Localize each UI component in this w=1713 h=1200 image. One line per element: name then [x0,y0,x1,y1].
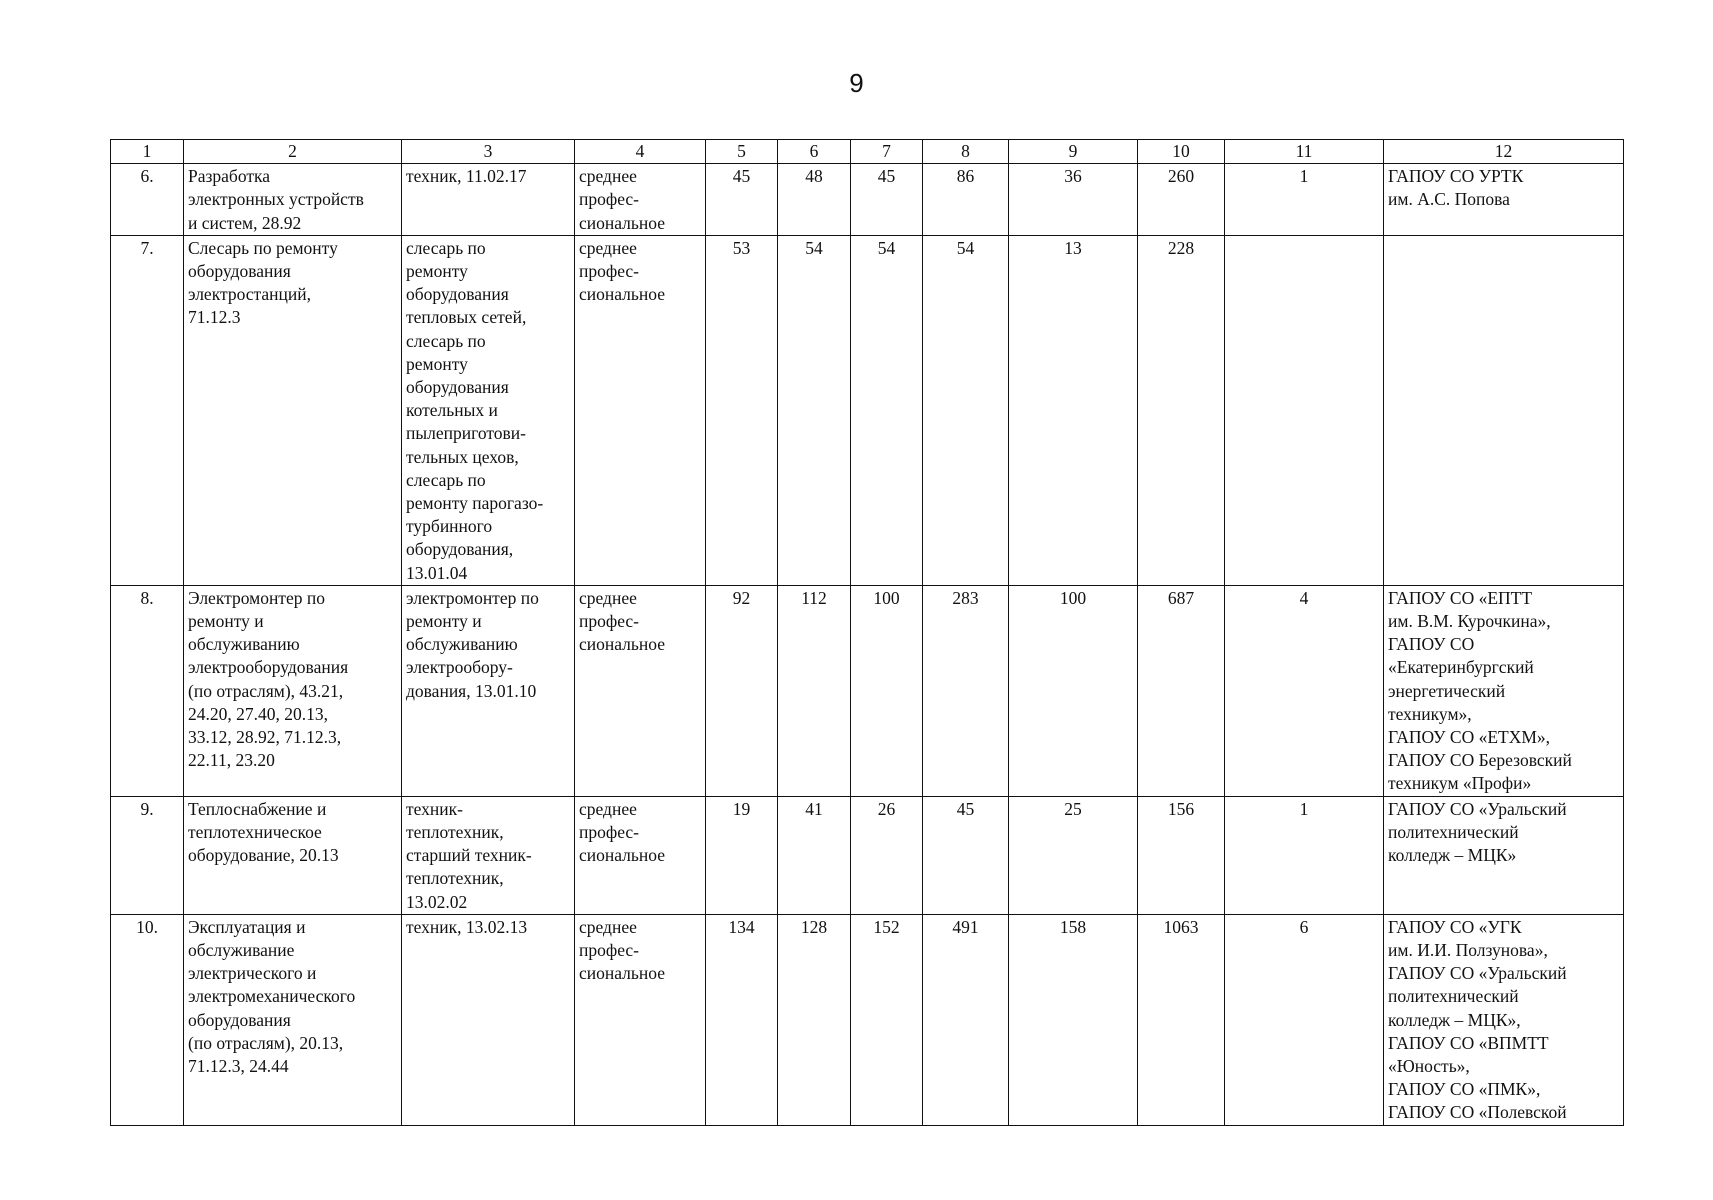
education-level-cell [575,796,706,914]
qualification-cell-line: котельных и [406,400,498,421]
organizations-cell-line: политехнический [1388,821,1519,842]
organizations-cell-line: ГАПОУ СО «ВПМТТ [1388,1032,1549,1053]
value-cell-c8: 491 [923,914,1009,1125]
page-number: 9 [849,68,864,98]
row-number-cell: 6. [111,164,184,236]
education-level-cell-line: среднее [579,237,637,258]
education-level-cell [575,914,706,1125]
value-cell-c7: 26 [851,796,923,914]
organizations-cell-line: ГАПОУ СО «Уральский [1388,798,1567,819]
education-level-cell-line: среднее [579,798,637,819]
value-cell-c9: 158 [1009,914,1138,1125]
header-cell: 7 [851,140,923,164]
qualification-cell [402,235,575,585]
data-table [110,139,1624,1126]
table-row [111,235,1624,585]
value-cell-c6: 48 [778,164,851,236]
row-number-cell: 7. [111,235,184,585]
qualification-cell-line: теплотехник, [406,868,504,889]
value-cell-c10: 687 [1138,585,1225,796]
organizations-cell-line: им. А.С. Попова [1388,189,1510,210]
value-cell-c8: 54 [923,235,1009,585]
qualification-cell-line: электрообору- [406,657,513,678]
education-level-cell-line: сиональное [579,845,665,866]
table-header-row [111,140,1624,164]
organizations-cell-line: политехнический [1388,986,1519,1007]
name-cell-line: (по отраслям), 20.13, [188,1032,344,1053]
value-cell-c6: 112 [778,585,851,796]
header-cell: 1 [111,140,184,164]
organizations-cell-line: колледж – МЦК» [1388,845,1517,866]
name-cell-line: теплотехническое [188,821,322,842]
name-cell [184,914,402,1125]
qualification-cell-line: техник, 11.02.17 [406,166,527,187]
qualification-cell-line: тепловых сетей, [406,307,527,328]
table-row [111,796,1624,914]
education-level-cell-line: сиональное [579,634,665,655]
organizations-cell-line: «Юность», [1388,1055,1470,1076]
organizations-cell-line: техникум», [1388,703,1472,724]
qualification-cell-line: теплотехник, [406,821,504,842]
value-cell-c9: 13 [1009,235,1138,585]
value-cell-c5: 53 [706,235,778,585]
organizations-cell [1384,235,1624,585]
name-cell-line: оборудования [188,1009,291,1030]
value-cell-c9: 36 [1009,164,1138,236]
name-cell-line: 24.20, 27.40, 20.13, [188,703,328,724]
value-cell-c10: 156 [1138,796,1225,914]
value-cell-c11: 1 [1225,164,1384,236]
header-cell: 2 [184,140,402,164]
name-cell-line: 71.12.3 [188,307,241,328]
name-cell-line: электрического и [188,963,317,984]
name-cell-line: электрооборудования [188,657,349,678]
qualification-cell-line: слесарь по [406,469,486,490]
organizations-cell-line: им. И.И. Ползунова», [1388,939,1548,960]
education-level-cell-line: среднее [579,166,637,187]
organizations-cell [1384,585,1624,796]
qualification-cell [402,914,575,1125]
name-cell-line: Теплоснабжение и [188,798,327,819]
education-level-cell [575,164,706,236]
header-cell: 11 [1225,140,1384,164]
organizations-cell-line: ГАПОУ СО «ПМК», [1388,1079,1541,1100]
name-cell-line: (по отраслям), 43.21, [188,680,344,701]
qualification-cell-line: турбинного [406,516,493,537]
name-cell-line: Слесарь по ремонту [188,237,338,258]
value-cell-c6: 41 [778,796,851,914]
value-cell-c7: 45 [851,164,923,236]
qualification-cell-line: оборудования, [406,539,514,560]
qualification-cell [402,164,575,236]
name-cell-line: 22.11, 23.20 [188,750,275,771]
organizations-cell-line: ГАПОУ СО «УГК [1388,916,1522,937]
value-cell-c9: 25 [1009,796,1138,914]
qualification-cell-line: 13.02.02 [406,891,468,912]
qualification-cell-line: оборудования [406,284,509,305]
name-cell-line: ремонту и [188,611,264,632]
table-row [111,914,1624,1125]
qualification-cell-line: пылеприготови- [406,423,526,444]
education-level-cell-line: среднее [579,916,637,937]
value-cell-c5: 92 [706,585,778,796]
value-cell-c10: 228 [1138,235,1225,585]
qualification-cell-line: электромонтер по [406,587,539,608]
value-cell-c10: 1063 [1138,914,1225,1125]
organizations-cell [1384,914,1624,1125]
organizations-cell-line: ГАПОУ СО «Уральский [1388,963,1567,984]
name-cell-line: оборудование, 20.13 [188,845,339,866]
name-cell [184,796,402,914]
organizations-cell-line: ГАПОУ СО Березовский [1388,750,1572,771]
qualification-cell [402,796,575,914]
row-number-cell: 8. [111,585,184,796]
education-level-cell-line: среднее [579,587,637,608]
name-cell-line: обслуживанию [188,634,300,655]
qualification-cell-line: оборудования [406,377,509,398]
qualification-cell-line: ремонту и [406,611,482,632]
qualification-cell-line: тельных цехов, [406,446,519,467]
organizations-cell-line: «Екатеринбургский [1388,657,1534,678]
qualification-cell-line: ремонту [406,353,468,374]
value-cell-c8: 86 [923,164,1009,236]
value-cell-c10: 260 [1138,164,1225,236]
value-cell-c11: 1 [1225,796,1384,914]
header-cell: 9 [1009,140,1138,164]
value-cell-c7: 152 [851,914,923,1125]
education-level-cell-line: сиональное [579,963,665,984]
qualification-cell-line: обслуживанию [406,634,518,655]
name-cell-line: и систем, 28.92 [188,212,302,233]
name-cell-line: электромеханического [188,986,356,1007]
education-level-cell-line: профес- [579,611,640,632]
value-cell-c5: 134 [706,914,778,1125]
header-cell: 8 [923,140,1009,164]
value-cell-c5: 45 [706,164,778,236]
table-row [111,585,1624,796]
row-number-cell: 10. [111,914,184,1125]
qualification-cell-line: техник, 13.02.13 [406,916,528,937]
value-cell-c9: 100 [1009,585,1138,796]
value-cell-c11: 6 [1225,914,1384,1125]
header-cell: 12 [1384,140,1624,164]
name-cell-line: электростанций, [188,284,311,305]
name-cell-line: обслуживание [188,939,295,960]
name-cell-line: 71.12.3, 24.44 [188,1055,289,1076]
table-row [111,164,1624,236]
qualification-cell-line: ремонту парогазо- [406,493,544,514]
organizations-cell-line: техникум «Профи» [1388,773,1532,794]
organizations-cell-line: ГАПОУ СО УРТК [1388,166,1524,187]
qualification-cell-line: слесарь по [406,237,486,258]
value-cell-c11: 4 [1225,585,1384,796]
header-cell: 4 [575,140,706,164]
name-cell-line: оборудования [188,261,291,282]
organizations-cell-line: ГАПОУ СО «ЕПТТ [1388,587,1533,608]
value-cell-c7: 100 [851,585,923,796]
value-cell-c6: 128 [778,914,851,1125]
name-cell [184,164,402,236]
header-cell: 10 [1138,140,1225,164]
qualification-cell-line: техник- [406,798,463,819]
header-cell: 6 [778,140,851,164]
name-cell-line: 33.12, 28.92, 71.12.3, [188,727,342,748]
organizations-cell-line: ГАПОУ СО [1388,634,1475,655]
education-level-cell [575,235,706,585]
name-cell [184,585,402,796]
header-cell: 5 [706,140,778,164]
organizations-cell-line: ГАПОУ СО «Полевской [1388,1102,1567,1123]
education-level-cell-line: профес- [579,821,640,842]
qualification-cell-line: ремонту [406,261,468,282]
value-cell-c8: 45 [923,796,1009,914]
qualification-cell-line: старший техник- [406,845,532,866]
organizations-cell-line: им. В.М. Курочкина», [1388,611,1551,632]
qualification-cell-line: 13.01.04 [406,562,468,583]
qualification-cell-line: слесарь по [406,330,486,351]
value-cell-c6: 54 [778,235,851,585]
organizations-cell [1384,796,1624,914]
education-level-cell-line: сиональное [579,212,665,233]
row-number-cell: 9. [111,796,184,914]
education-level-cell-line: профес- [579,261,640,282]
education-level-cell-line: сиональное [579,284,665,305]
organizations-cell-line: энергетический [1388,680,1506,701]
organizations-cell [1384,164,1624,236]
education-level-cell-line: профес- [579,189,640,210]
name-cell-line: электронных устройств [188,189,364,210]
organizations-cell-line: ГАПОУ СО «ЕТХМ», [1388,727,1551,748]
organizations-cell-line: колледж – МЦК», [1388,1009,1521,1030]
education-level-cell [575,585,706,796]
name-cell-line: Разработка [188,166,271,187]
header-cell: 3 [402,140,575,164]
name-cell-line: Электромонтер по [188,587,325,608]
value-cell-c8: 283 [923,585,1009,796]
education-level-cell-line: профес- [579,939,640,960]
value-cell-c5: 19 [706,796,778,914]
value-cell-c7: 54 [851,235,923,585]
qualification-cell [402,585,575,796]
qualification-cell-line: дования, 13.01.10 [406,680,537,701]
name-cell-line: Эксплуатация и [188,916,306,937]
name-cell [184,235,402,585]
value-cell-c11 [1225,235,1384,585]
